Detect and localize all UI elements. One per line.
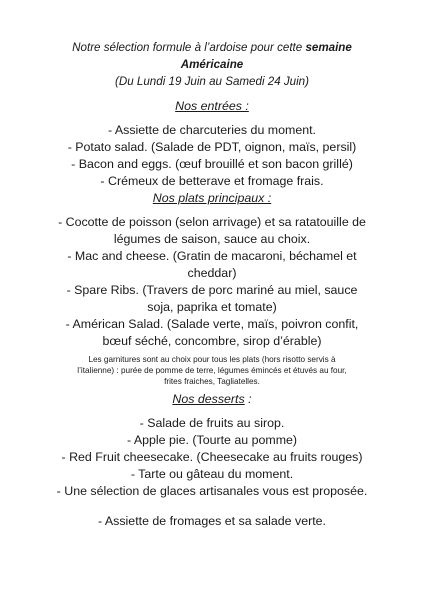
list-item: - Apple pie. (Tourte au pomme) bbox=[126, 433, 298, 447]
section-title-desserts bbox=[0, 391, 424, 408]
header-theme: Américaine bbox=[180, 58, 244, 71]
list-item: - Bacon and eggs. (œuf brouillé et son bacon grillé) bbox=[71, 157, 353, 171]
list-item: - Salade de fruits au sirop. bbox=[139, 416, 285, 430]
list-item bbox=[0, 282, 424, 316]
list-item bbox=[0, 248, 424, 282]
note-line: frites fraiches, Tagliatelles. bbox=[164, 377, 260, 386]
desserts-list bbox=[0, 415, 424, 500]
item-line: soja, paprika et tomate) bbox=[147, 300, 277, 314]
note-line: l’italienne) : purée de pomme de terre, légumes émincés et étuvés au four, bbox=[77, 366, 347, 375]
item-line: cheddar) bbox=[187, 266, 237, 280]
list-item bbox=[0, 214, 424, 248]
item-line: légumes de saison, sauce au choix. bbox=[113, 232, 311, 246]
header-week-word: semaine bbox=[305, 41, 352, 54]
menu-header bbox=[0, 39, 424, 90]
header-line-1 bbox=[0, 39, 424, 56]
list-item: - Potato salad. (Salade de PDT, oignon, maïs, persil) bbox=[67, 140, 357, 154]
section-title-plats: Nos plats principaux : bbox=[152, 191, 272, 205]
list-item bbox=[0, 316, 424, 350]
cheese-item: - Assiette de fromages et sa salade verte. bbox=[98, 514, 326, 528]
header-intro-text: Notre sélection formule à l’ardoise pour cette bbox=[72, 41, 306, 54]
plats-list bbox=[0, 214, 424, 350]
garnish-note bbox=[0, 354, 424, 387]
item-line: - Cocotte de poisson (selon arrivage) et sa ratatouille de bbox=[58, 215, 366, 229]
item-line: - Mac and cheese. (Gratin de macaroni, béchamel et bbox=[67, 249, 357, 263]
header-dates: (Du Lundi 19 Juin au Samedi 24 Juin) bbox=[115, 75, 309, 88]
list-item: - Red Fruit cheesecake. (Cheesecake au fruits rouges) bbox=[61, 450, 363, 464]
item-line: bœuf séché, concombre, sirop d’érable) bbox=[102, 334, 322, 348]
desserts-title-text: Nos desserts bbox=[172, 392, 245, 406]
list-item: - Tarte ou gâteau du moment. bbox=[130, 467, 294, 481]
list-item: - Une sélection de glaces artisanales vous est proposée. bbox=[56, 484, 368, 498]
item-line: - Spare Ribs. (Travers de porc mariné au miel, sauce bbox=[66, 283, 358, 297]
list-item: - Crémeux de betterave et fromage frais. bbox=[100, 174, 324, 188]
list-item: - Assiette de charcuteries du moment. bbox=[108, 123, 316, 137]
desserts-title-colon: : bbox=[244, 392, 252, 406]
section-title-entrees: Nos entrées : bbox=[175, 99, 249, 113]
item-line: - Américan Salad. (Salade verte, maïs, poivron confit, bbox=[65, 317, 359, 331]
note-line: Les garnitures sont au choix pour tous les plats (hors risotto servis à bbox=[88, 355, 336, 364]
entrees-list bbox=[0, 122, 424, 190]
